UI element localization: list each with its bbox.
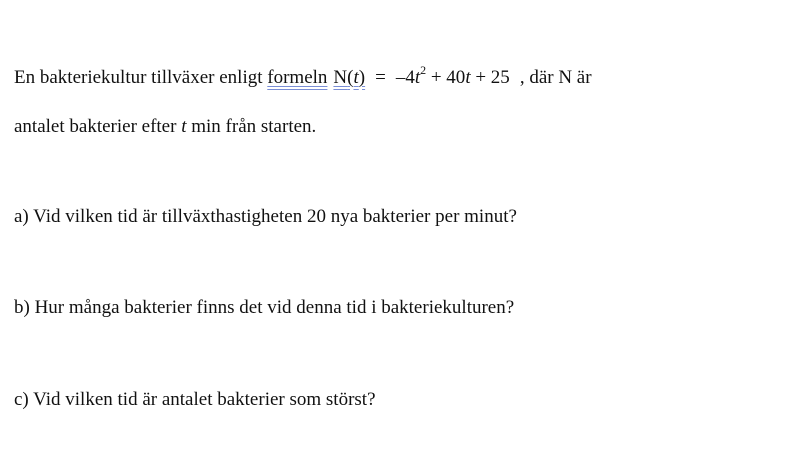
formula-variable-2: t (465, 67, 471, 88)
equals-sign: = (375, 67, 386, 88)
intro-text-before-link: En bakteriekultur tillväxer enligt (14, 67, 268, 88)
question-c: c) Vid vilken tid är antalet bakterier som störst? (14, 389, 376, 410)
formula-expression (395, 62, 510, 88)
formula-exponent: 2 (420, 62, 427, 77)
formula-link-text: formeln (267, 67, 328, 88)
intro-text-after-formula: , där N är (519, 67, 592, 88)
function-variable: t (353, 67, 359, 88)
formula-link[interactable]: formeln N(t) (267, 67, 366, 88)
formula-middle-term: + 40 (426, 67, 466, 88)
intro-line-1 (14, 62, 592, 90)
formula-constant-term: + 25 (470, 67, 510, 88)
function-name: N (333, 67, 348, 88)
question-a: a) Vid vilken tid är tillväxthastigheten 20 nya bakterier per minut? (14, 206, 517, 227)
intro-line-2-after-variable: min från starten. (186, 116, 317, 137)
intro-line-2 (14, 115, 316, 139)
intro-line-2-variable: t (181, 116, 187, 137)
intro-line-2-before-variable: antalet bakterier efter (14, 116, 182, 137)
formula-minus-coefficient: –4 (395, 67, 415, 88)
question-b: b) Hur många bakterier finns det vid denna tid i bakteriekulturen? (14, 297, 515, 318)
formula-variable: t (414, 67, 421, 88)
